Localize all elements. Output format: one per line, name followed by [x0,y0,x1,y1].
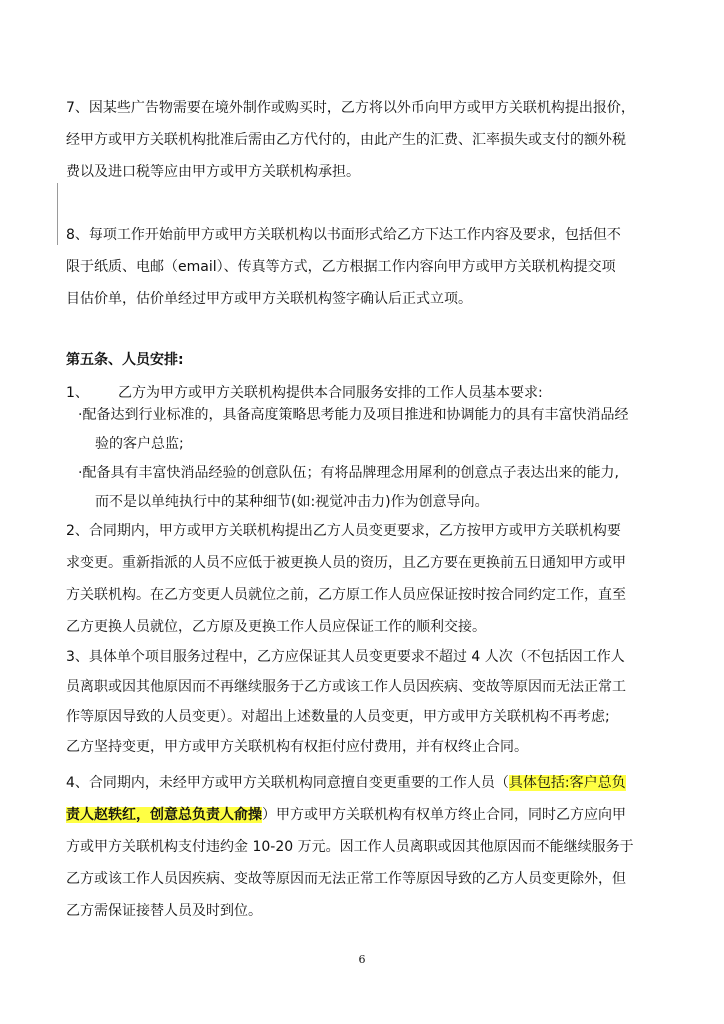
bullet-2-line-2: 而不是以单纯执行中的某种细节(如:视觉冲击力)作为创意导向。 [95,494,489,510]
item-3-line: 作等原因导致的人员变更）。对超出上述数量的人员变更，甲方或甲方关联机构不再考虑; [66,709,610,725]
clause-8-line: 8、每项工作开始前甲方或甲方关联机构以书面形式给乙方下达工作内容及要求，包括但不 [66,227,621,243]
item-4-line [66,799,666,831]
highlighted-text: 责人赵轶红，创意总负责人俞操 [66,807,262,823]
item-4-suffix: ）甲方或甲方关联机构有权单方终止合同，同时乙方应向甲 [262,807,626,823]
clause-7-line: 经甲方或甲方关联机构批准后需由乙方代付的，由此产生的汇费、汇率损失或支付的额外税 [66,132,626,148]
bullet-1-line-2: 验的客户总监; [95,436,184,452]
item-2-line: 求变更。重新指派的人员不应低于被更换人员的资历，且乙方要在更换前五日通知甲方或甲 [66,555,626,571]
clause-8-line: 目估价单，估价单经过甲方或甲方关联机构签字确认后正式立项。 [66,291,472,307]
article-5-heading: 第五条、人员安排: [66,352,184,368]
item-3 [66,642,666,762]
clause-8-line: 限于纸质、电邮（email）、传真等方式，乙方根据工作内容向甲方或甲方关联机构提交项 [66,259,616,275]
item-2-line: 方关联机构。在乙方变更人员就位之前，乙方原工作人员应保证按时按合同约定工作，直至 [66,587,626,603]
clause-8 [66,219,666,315]
text-cursor-marker [57,183,58,245]
clause-7 [66,92,666,188]
highlighted-text: 具体包括:客户总负 [508,775,626,791]
clause-7-line: 费以及进口税等应由甲方或甲方关联机构承担。 [66,164,360,180]
item-4-line [66,767,666,799]
item-4 [66,767,666,927]
item-2-line: 乙方更换人员就位，乙方原及更换工作人员应保证工作的顺利交接。 [66,619,486,635]
item-2 [66,515,666,643]
bullet-1-line-1: ·配备达到行业标准的，具备高度策略思考能力及项目推进和协调能力的具有丰富快消品经 [78,407,629,423]
page-number: 6 [358,953,366,966]
item-1-number: 1、 [66,385,89,401]
item-4-line: 乙方或该工作人员因疾病、变故等原因而无法正常工作等原因导致的乙方人员变更除外，但 [66,871,626,887]
clause-7-line: 7、因某些广告物需要在境外制作或购买时，乙方将以外币向甲方或甲方关联机构提出报价， [66,100,635,116]
item-1-text: 乙方为甲方或甲方关联机构提供本合同服务安排的工作人员基本要求: [118,385,543,401]
item-3-line: 乙方坚持变更，甲方或甲方关联机构有权拒付应付费用，并有权终止合同。 [66,739,528,755]
item-4-prefix: 4、合同期内，未经甲方或甲方关联机构同意擅自变更重要的工作人员（ [66,775,509,791]
item-2-line: 2、合同期内，甲方或甲方关联机构提出乙方人员变更要求，乙方按甲方或甲方关联机构要 [66,523,621,539]
item-4-line: 乙方需保证接替人员及时到位。 [66,903,262,919]
item-3-line: 员离职或因其他原因而不再继续服务于乙方或该工作人员因疾病、变故等原因而无法正常工 [66,679,626,695]
bullet-2-line-1: ·配备具有丰富快消品经验的创意队伍；有将品牌理念用犀利的创意点子表达出来的能力, [78,465,619,481]
item-3-line: 3、具体单个项目服务过程中，乙方应保证其人员变更要求不超过 4 人次（不包括因工作人 [66,649,625,665]
item-4-line: 方或甲方关联机构支付违约金 10-20 万元。因工作人员离职或因其他原因而不能继续服务于 [66,839,634,855]
